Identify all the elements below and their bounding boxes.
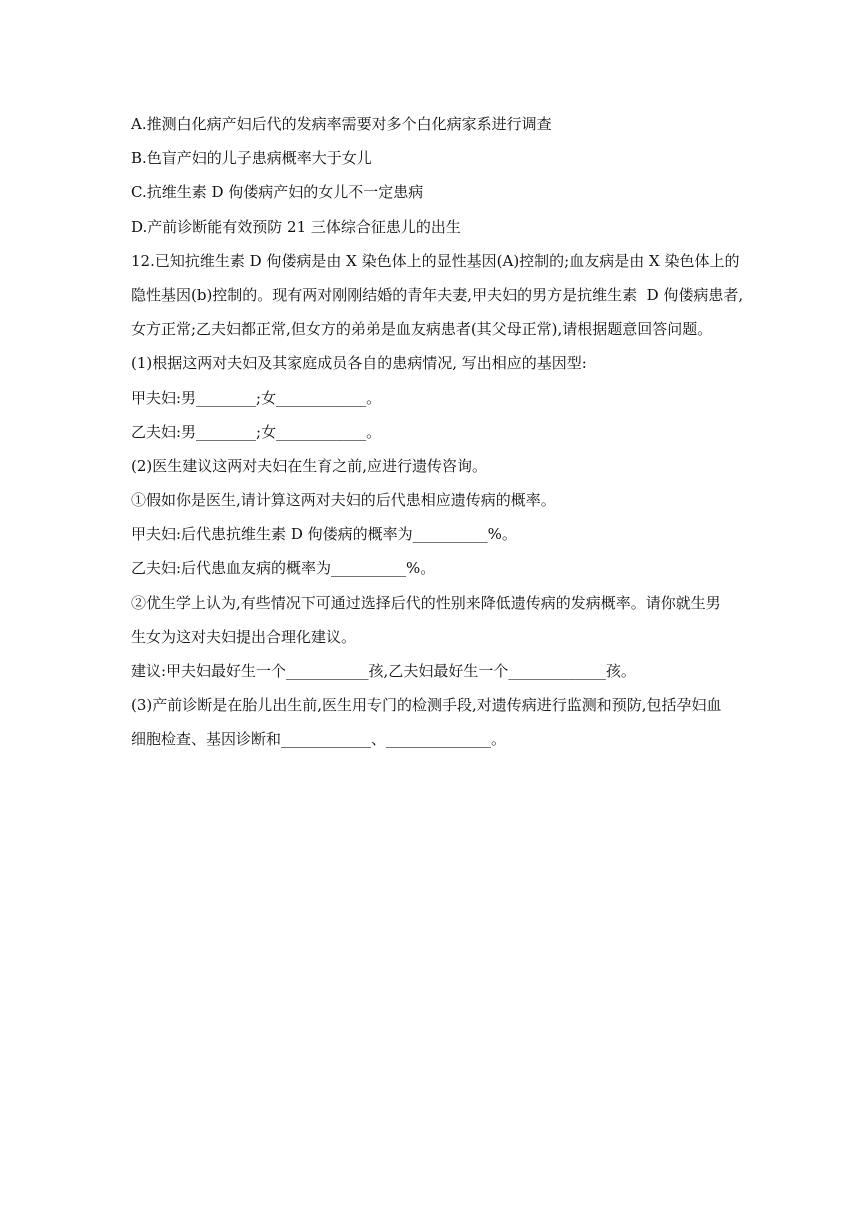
part-2-subquestion-2-line-1: ②优生学上认为,有些情况下可通过选择后代的性别来降低遗传病的发病概率。请你就生男: [131, 593, 721, 612]
option-b: B.色盲产妇的儿子患病概率大于女儿: [131, 149, 372, 168]
question-12-line-1: 12.已知抗维生素 D 佝偻病是由 X 染色体上的显性基因(A)控制的;血友病是由 X 染色体上的: [131, 251, 740, 270]
part-3-line-1: (3)产前诊断是在胎儿出生前,医生用专门的检测手段,对遗传病进行监测和预防,包括孕妇血: [131, 696, 722, 715]
option-d: D.产前诊断能有效预防 21 三体综合征患儿的出生: [131, 217, 461, 236]
part-2-subquestion-1: ①假如你是医生,请计算这两对夫妇的后代患相应遗传病的概率。: [131, 491, 556, 510]
part-2-couple-b-probability: 乙夫妇:后代患血友病的概率为__________%。: [131, 559, 436, 578]
part-3-line-2: 细胞检查、基因诊断和____________、______________。: [131, 730, 507, 749]
question-12-line-2: 隐性基因(b)控制的。现有两对刚刚结婚的青年夫妻,甲夫妇的男方是抗维生素 D 佝偻病患者,: [131, 285, 744, 304]
part-2-subquestion-2-line-2: 生女为这对夫妇提出合理化建议。: [131, 627, 357, 646]
option-c: C.抗维生素 D 佝偻病产妇的女儿不一定患病: [131, 183, 424, 202]
question-12-line-3: 女方正常;乙夫妇都正常,但女方的弟弟是血友病患者(其父母正常),请根据题意回答问题。: [131, 320, 713, 339]
part-2-couple-a-probability: 甲夫妇:后代患抗维生素 D 佝偻病的概率为__________%。: [131, 525, 517, 544]
document-body: [131, 107, 744, 757]
part-1-prompt: (1)根据这两对夫妇及其家庭成员各自的患病情况, 写出相应的基因型:: [131, 354, 587, 373]
part-2-advice-blank: 建议:甲夫妇最好生一个___________孩,乙夫妇最好生一个_____________孩。: [131, 662, 636, 680]
part-2-prompt: (2)医生建议这两对夫妇在生育之前,应进行遗传咨询。: [131, 456, 488, 475]
option-a: A.推测白化病产妇后代的发病率需要对多个白化病家系进行调查: [131, 115, 552, 133]
part-1-couple-b-blank: 乙夫妇:男________;女____________。: [131, 422, 382, 441]
part-1-couple-a-blank: 甲夫妇:男________;女____________。: [131, 388, 382, 407]
